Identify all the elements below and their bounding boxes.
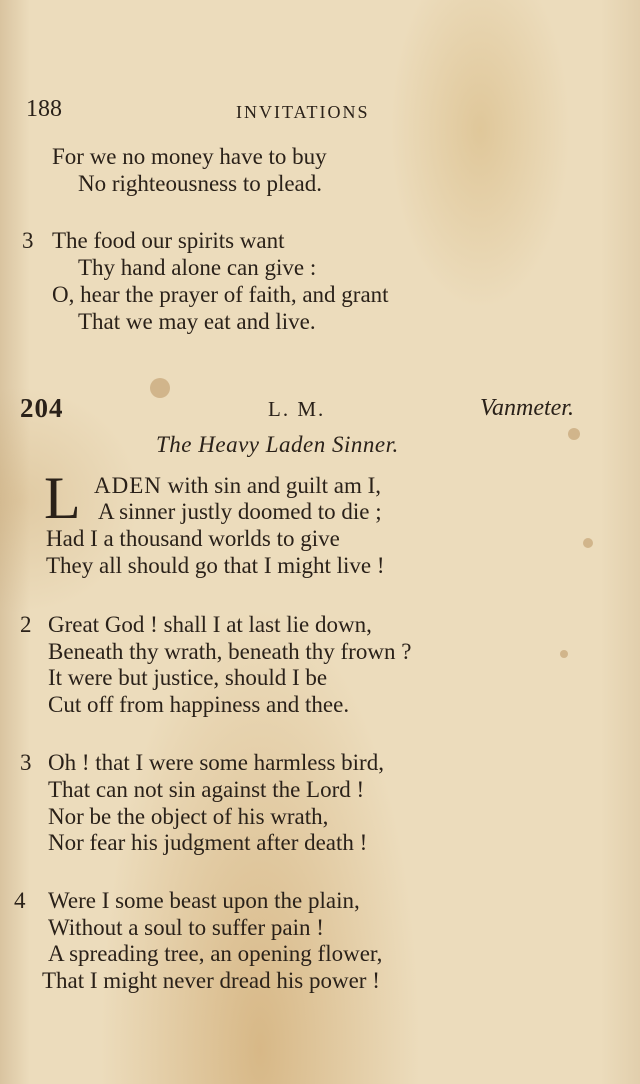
stanza-number: 3: [22, 228, 34, 253]
page-stain: [568, 428, 580, 440]
verse-line: Cut off from happiness and thee.: [48, 692, 350, 717]
verse-line: Without a soul to suffer pain !: [48, 915, 324, 940]
hymn-title: The Heavy Laden Sinner.: [156, 432, 399, 457]
verse-line: That I might never dread his power !: [42, 968, 380, 993]
stanza-number: 3: [20, 750, 32, 775]
verse-line: The food our spirits want: [52, 228, 285, 253]
verse-line: They all should go that I might live !: [46, 553, 385, 578]
first-line-rest: with sin and guilt am I,: [167, 473, 382, 498]
verse-line: That we may eat and live.: [78, 309, 316, 334]
verse-line: O, hear the prayer of faith, and grant: [52, 282, 389, 307]
verse-line: A sinner justly doomed to die ;: [98, 499, 382, 524]
page-stain: [583, 538, 593, 548]
tune-name: Vanmeter.: [480, 395, 574, 421]
verse-line: Beneath thy wrath, beneath thy frown ?: [48, 639, 412, 664]
verse-line: Had I a thousand worlds to give: [46, 526, 340, 551]
hymn-meter: L. M.: [268, 397, 326, 421]
verse-line: A spreading tree, an opening flower,: [48, 941, 383, 966]
verse-line: Great God ! shall I at last lie down,: [48, 612, 372, 637]
page-stain: [560, 650, 568, 658]
hymn-number: 204: [20, 393, 64, 423]
verse-line: Were I some beast upon the plain,: [48, 888, 360, 913]
stanza-number: 2: [20, 612, 32, 637]
first-word-caps: ADEN: [94, 473, 162, 498]
verse-line: That can not sin against the Lord !: [48, 777, 365, 802]
verse-line: [94, 473, 381, 499]
running-head: INVITATIONS: [236, 102, 370, 122]
verse-line: Thy hand alone can give :: [78, 255, 317, 280]
verse-line: No righteousness to plead.: [78, 171, 323, 196]
verse-line: Nor be the object of his wrath,: [48, 804, 329, 829]
verse-line: It were but justice, should I be: [48, 665, 328, 690]
verse-line: Nor fear his judgment after death !: [48, 830, 368, 855]
drop-cap: L: [44, 465, 81, 531]
page-number: 188: [26, 96, 62, 122]
verse-line: For we no money have to buy: [52, 144, 327, 169]
page-stain: [150, 378, 170, 398]
stanza-number: 4: [14, 888, 26, 913]
verse-line: Oh ! that I were some harmless bird,: [48, 750, 384, 775]
